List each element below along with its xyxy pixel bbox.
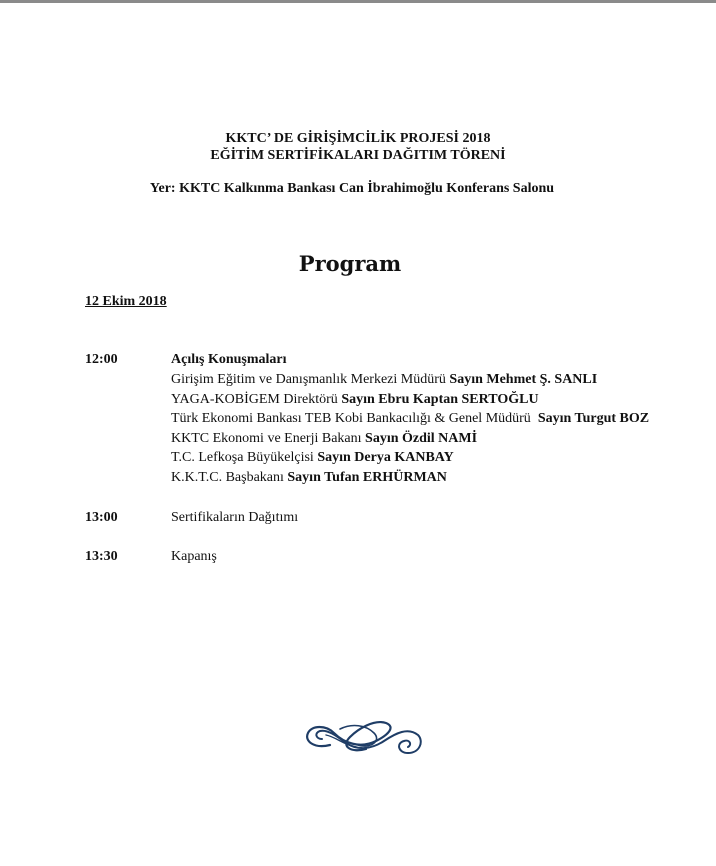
schedule-time: 13:00: [85, 510, 118, 525]
page-title: Program: [298, 251, 402, 276]
venue: Yer: KKTC Kalkınma Bankası Can İbrahimoğlu Konferans Salonu: [149, 181, 555, 196]
speaker-line: [171, 411, 649, 427]
speaker-name: Sayın Ebru Kaptan SERTOĞLU: [341, 392, 539, 407]
schedule-heading: Sertifikaların Dağıtımı: [171, 510, 299, 525]
speaker-role: T.C. Lefkoşa Büyükelçisi: [171, 450, 318, 465]
speaker-role: Türk Ekonomi Bankası TEB Kobi Bankacılığı & Genel Müdürü: [171, 411, 538, 426]
speaker-role: KKTC Ekonomi ve Enerji Bakanı: [171, 431, 366, 446]
speaker-role: K.K.T.C. Başbakanı: [171, 470, 288, 485]
speaker-name: Sayın Tufan ERHÜRMAN: [287, 470, 447, 485]
speaker-line: [171, 392, 539, 408]
schedule-heading: Kapanış: [171, 549, 217, 564]
speaker-name: Sayın Mehmet Ş. SANLI: [449, 372, 598, 387]
top-border: [0, 0, 716, 3]
schedule-heading: Açılış Konuşmaları: [171, 352, 287, 367]
speaker-line: [171, 372, 597, 388]
speaker-name: Sayın Turgut BOZ: [537, 411, 650, 426]
schedule-time: 13:30: [85, 549, 118, 564]
speaker-name: Sayın Özdil NAMİ: [365, 431, 478, 446]
speaker-line: [171, 470, 447, 486]
speaker-line: [171, 431, 477, 447]
event-date: 12 Ekim 2018: [85, 294, 167, 309]
header-line-2: EĞİTİM SERTİFİKALARI DAĞITIM TÖRENİ: [210, 148, 506, 163]
schedule-time: 12:00: [85, 352, 118, 367]
flourish-ornament-icon: [300, 715, 426, 761]
header-line-1: KKTC’ DE GİRİŞİMCİLİK PROJESİ 2018: [225, 131, 491, 146]
speaker-role: YAGA-KOBİGEM Direktörü: [171, 392, 342, 407]
speaker-name: Sayın Derya KANBAY: [317, 450, 454, 465]
speaker-role: Girişim Eğitim ve Danışmanlık Merkezi Müdürü: [171, 372, 450, 387]
speaker-line: [171, 450, 454, 466]
